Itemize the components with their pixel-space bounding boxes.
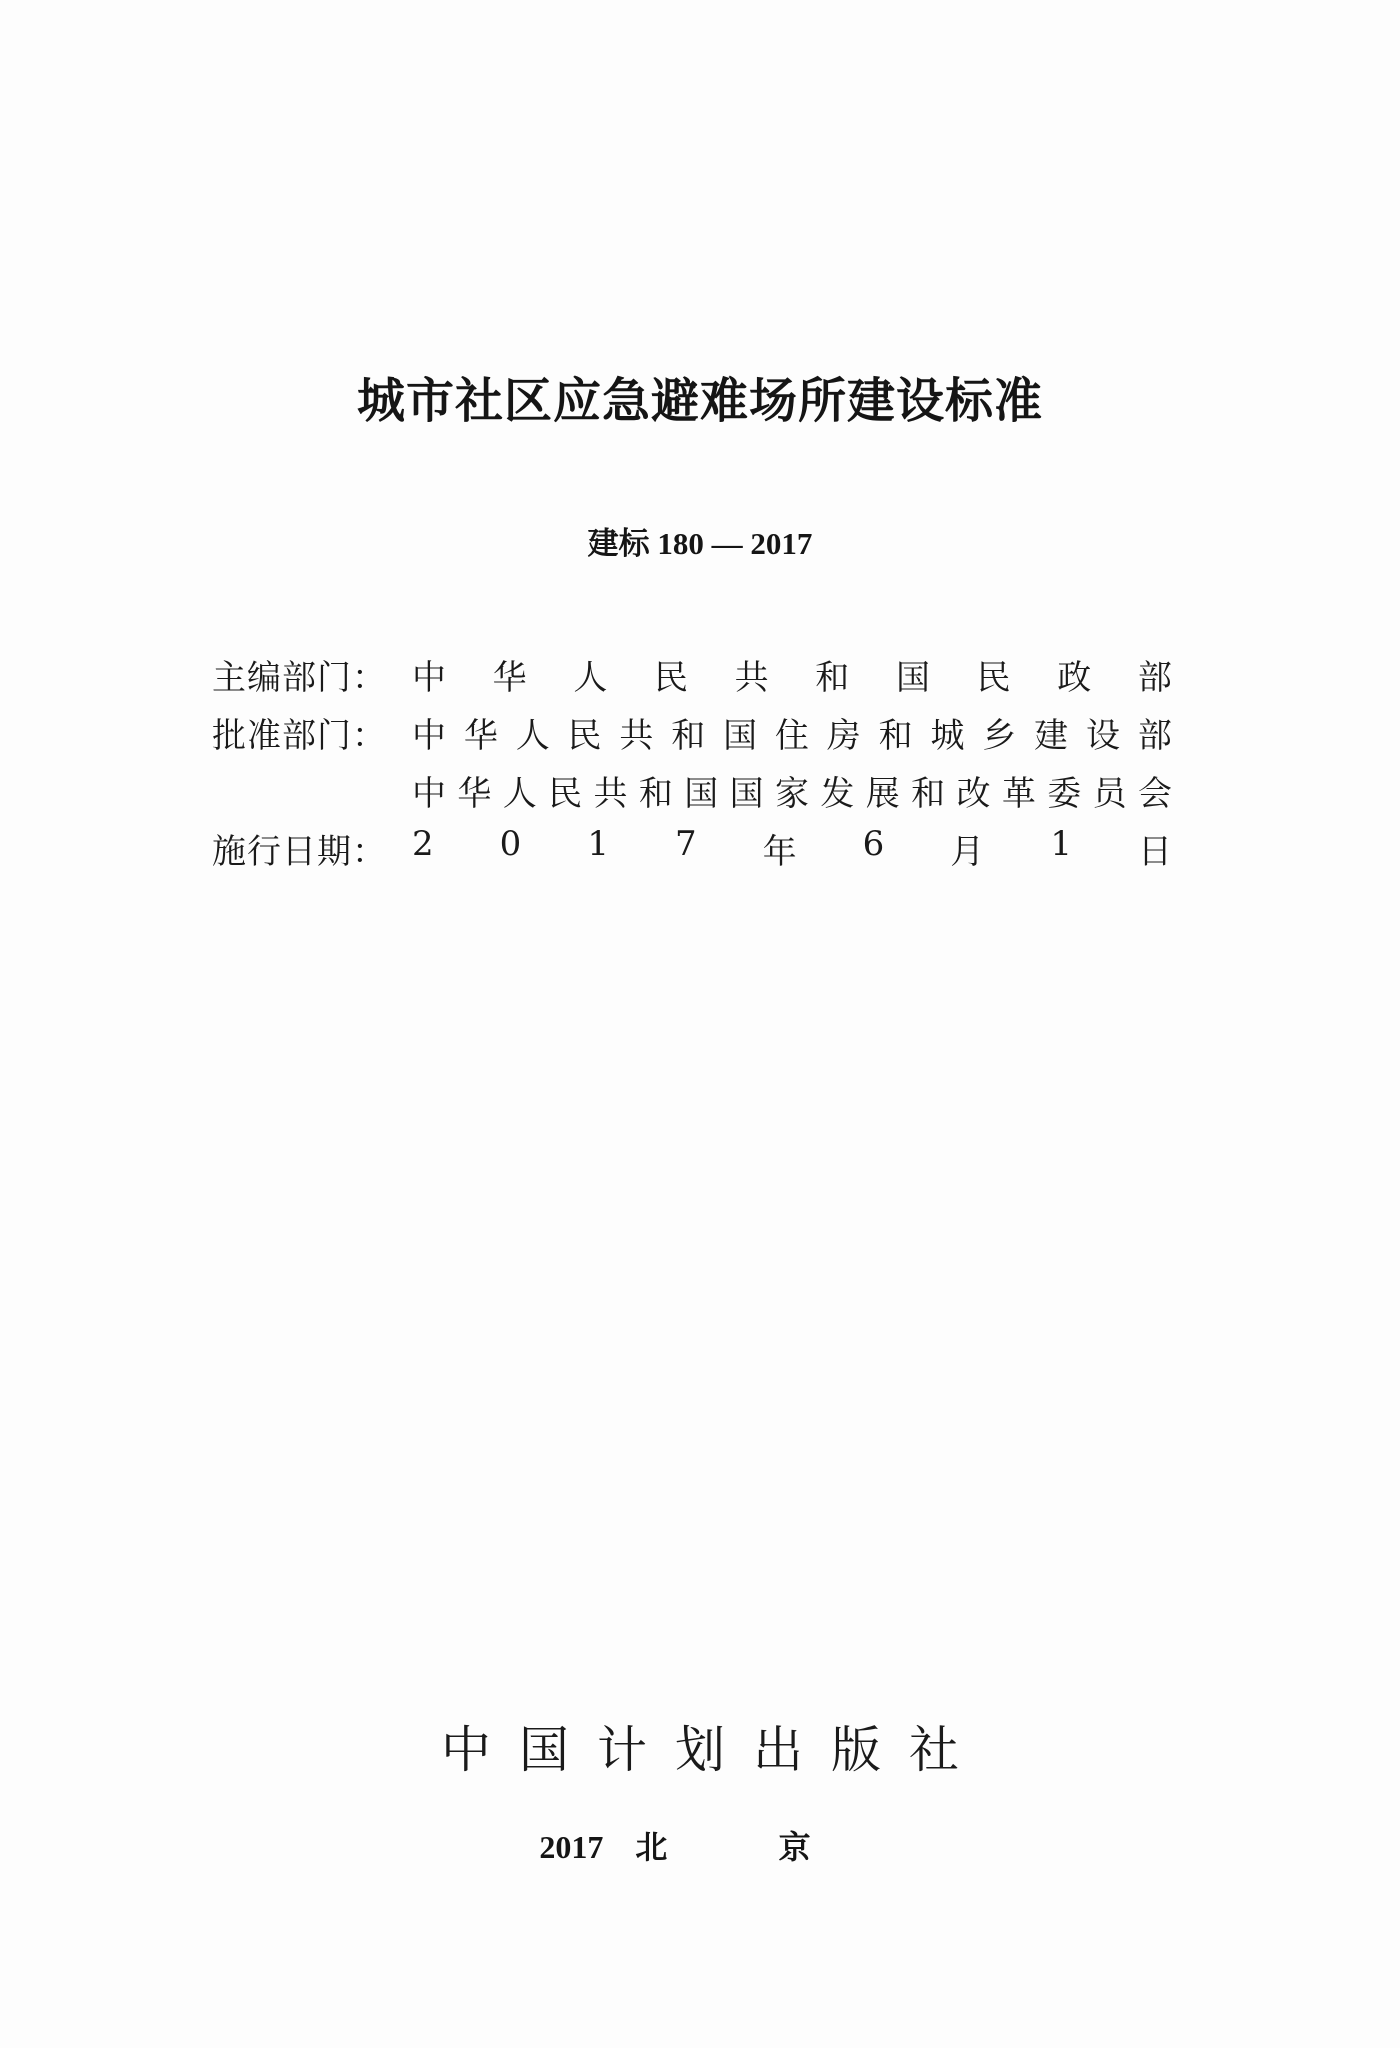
info-char: 部 <box>1137 715 1172 756</box>
info-char: 和 <box>911 773 946 814</box>
info-char: 人 <box>573 657 608 698</box>
info-label: 批准部门： <box>212 715 387 756</box>
info-char: 民 <box>976 657 1011 698</box>
info-char: 年 <box>762 831 797 872</box>
publication-year: 2017 <box>539 1829 604 1865</box>
info-char: 城 <box>930 715 965 756</box>
info-char: 民 <box>653 657 688 698</box>
info-char: 人 <box>515 715 550 756</box>
document-title: 城市社区应急避难场所建设标准 <box>356 373 1043 429</box>
info-char: 和 <box>638 773 673 814</box>
info-char: 和 <box>671 715 706 756</box>
info-char: 部 <box>1137 657 1172 698</box>
info-char: 中 <box>412 715 446 756</box>
info-value <box>412 824 1172 873</box>
info-value <box>412 766 1172 815</box>
info-char: 建 <box>1034 715 1069 756</box>
publication-footer <box>0 1822 1400 1868</box>
info-label: 主编部门： <box>212 657 387 698</box>
info-char: 和 <box>878 715 913 756</box>
info-char: 日 <box>1137 831 1172 872</box>
info-char: 和 <box>815 657 850 698</box>
info-char: 房 <box>826 715 861 756</box>
info-char: 家 <box>775 773 809 814</box>
info-char: 住 <box>774 715 809 756</box>
info-block <box>212 645 1172 877</box>
info-char: 民 <box>567 715 602 756</box>
info-char: 1 <box>1050 823 1072 864</box>
info-char: 乡 <box>982 715 1017 756</box>
info-label: 施行日期： <box>212 831 387 872</box>
info-char: 华 <box>457 773 492 814</box>
info-char: 7 <box>674 823 697 864</box>
info-char: 改 <box>956 773 991 814</box>
info-value <box>412 650 1172 699</box>
standard-code: 建标 180 — 2017 <box>587 526 813 561</box>
info-char: 委 <box>1047 773 1082 814</box>
info-char: 设 <box>1085 715 1120 756</box>
info-char: 1 <box>587 823 609 864</box>
info-char: 会 <box>1138 773 1172 814</box>
info-char: 民 <box>548 773 583 814</box>
info-row-chief-editor <box>212 645 1172 703</box>
info-char: 政 <box>1057 657 1092 698</box>
info-char: 发 <box>820 773 855 814</box>
publisher-name: 中国计划出版社 <box>441 1721 987 1779</box>
info-char: 共 <box>593 773 628 814</box>
info-char: 共 <box>734 657 769 698</box>
info-char: 人 <box>502 773 537 814</box>
info-char: 员 <box>1092 773 1127 814</box>
info-row-approver <box>212 703 1172 761</box>
info-char: 华 <box>463 715 498 756</box>
info-char: 中 <box>412 773 446 814</box>
publication-city: 北 京 <box>635 1828 861 1866</box>
info-char: 展 <box>865 773 900 814</box>
info-char: 国 <box>729 773 764 814</box>
info-char: 国 <box>895 657 930 698</box>
info-value <box>412 708 1172 757</box>
info-char: 国 <box>684 773 719 814</box>
info-char: 6 <box>862 823 885 864</box>
info-char: 国 <box>723 715 758 756</box>
info-char: 2 <box>412 823 434 864</box>
info-char: 共 <box>619 715 654 756</box>
info-char: 中 <box>412 657 446 698</box>
info-char: 华 <box>492 657 527 698</box>
info-row-effective-date <box>212 819 1172 877</box>
info-char: 月 <box>950 831 985 872</box>
info-row-approver-2 <box>212 761 1172 819</box>
info-char: 革 <box>1001 773 1036 814</box>
info-char: 0 <box>499 823 522 864</box>
